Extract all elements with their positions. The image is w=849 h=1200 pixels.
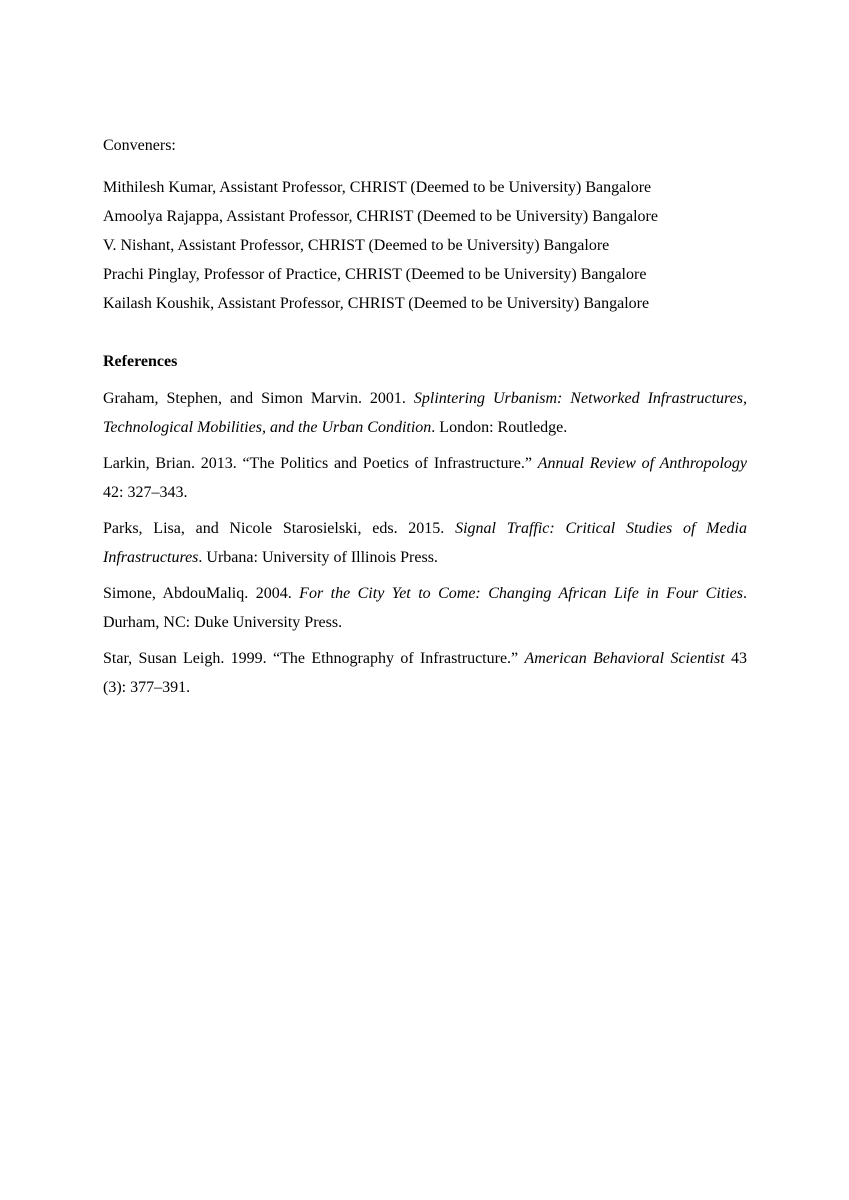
convener-item: Prachi Pinglay, Professor of Practice, CHRIST (Deemed to be University) Bangalore	[103, 266, 647, 283]
convener-list	[103, 173, 747, 318]
reference-title: Annual Review of Anthropology	[537, 455, 747, 472]
reference-item	[103, 644, 747, 702]
convener-item: Mithilesh Kumar, Assistant Professor, CHRIST (Deemed to be University) Bangalore	[103, 179, 652, 196]
reference-authors-year: Graham, Stephen, and Simon Marvin. 2001.	[103, 390, 414, 407]
reference-title: For the City Yet to Come: Changing African Life in Four Cities	[299, 585, 744, 602]
reference-publication: . Durham, NC: Duke University Press.	[103, 585, 748, 631]
reference-authors-year: Simone, AbdouMaliq. 2004.	[103, 585, 300, 602]
reference-item	[103, 514, 747, 572]
reference-publication: 43 (3): 377–391.	[103, 650, 748, 696]
reference-item	[103, 384, 747, 442]
reference-title: Splintering Urbanism: Networked Infrastructures, Technological Mobilities, and the Urban Condition	[103, 390, 747, 436]
reference-authors-year: Larkin, Brian. 2013. “The Politics and Poetics of Infrastructure.”	[103, 455, 538, 472]
convener-item: Amoolya Rajappa, Assistant Professor, CHRIST (Deemed to be University) Bangalore	[103, 208, 658, 225]
reference-list	[103, 384, 747, 702]
reference-title: American Behavioral Scientist	[524, 650, 725, 667]
convener-item: Kailash Koushik, Assistant Professor, CHRIST (Deemed to be University) Bangalore	[103, 295, 650, 312]
reference-authors-year: Parks, Lisa, and Nicole Starosielski, eds. 2015.	[103, 520, 456, 537]
document-page	[103, 131, 747, 702]
reference-item	[103, 449, 747, 507]
reference-title: Signal Traffic: Critical Studies of Media Infrastructures	[103, 520, 748, 566]
references-heading: References	[103, 353, 178, 370]
convener-item: V. Nishant, Assistant Professor, CHRIST (Deemed to be University) Bangalore	[103, 237, 610, 254]
conveners-heading: Conveners:	[103, 137, 176, 154]
reference-item	[103, 579, 747, 637]
reference-authors-year: Star, Susan Leigh. 1999. “The Ethnography of Infrastructure.”	[103, 650, 525, 667]
reference-publication: . London: Routledge.	[431, 419, 568, 436]
reference-publication: . Urbana: University of Illinois Press.	[198, 549, 438, 566]
reference-publication: 42: 327–343.	[103, 484, 188, 501]
